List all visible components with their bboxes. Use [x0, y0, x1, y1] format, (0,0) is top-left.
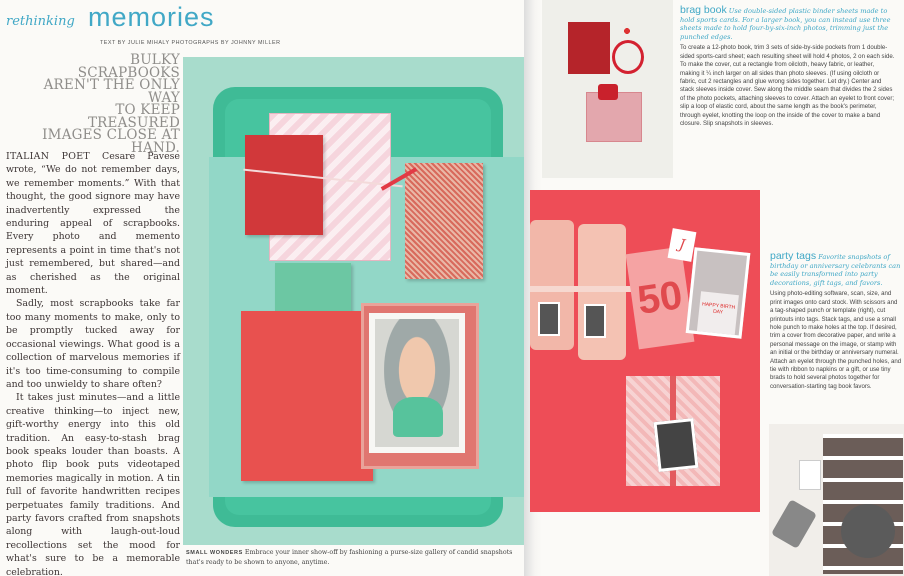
tag-punch	[841, 504, 895, 558]
deck-line: BULKY SCRAPBOOKS	[77, 52, 180, 81]
letter-tag	[668, 228, 697, 262]
section-title: party tags	[770, 250, 817, 262]
deck-line: IMAGES CLOSE AT HAND.	[42, 127, 180, 156]
deck-line: TO KEEP TREASURED	[87, 102, 180, 131]
baby-photo-image	[375, 319, 459, 447]
photo-tag	[538, 302, 560, 336]
eyelets	[620, 26, 634, 36]
deck	[30, 54, 180, 154]
header-kicker: rethinking	[6, 14, 75, 29]
party-tags-section	[770, 252, 902, 391]
section-body: To create a 12-photo book, trim 3 sets of side-by-side pockets from 1 double-sided sports-card sheet; each resulting sheet will hold 4 photos, 2 on each side. To make the cover, cut a rectangle from oilcloth, heavy fabric, or leather, making it ¼ inch larger on all sides than photo sleeves. (If using oilcloth or fabric, cut 2 rectangles and glue wrong sides together. Let dry.) Center and stack sleeves inside cover. Sew along the middle seam that divides the 2 sides of the photo pockets, attaching sleeves to cover. Attach an eyelet to front cover; slip a loop of elastic cord, about the same length as the book's perimeter, through eyelet, knotting the loop on the inside of the cover to make a band closure. Slip snapshots in sleeves.	[680, 44, 895, 128]
body-paragraph	[6, 150, 180, 297]
tag-punch-photo	[769, 424, 904, 576]
body-paragraph: Sadly, most scrapbooks take far too many moments to make, only to be promptly tucked away for occasional viewings. What good is a collection of marvelous memories if it's too time-consuming to compile and too unwieldy to share often?	[6, 298, 180, 390]
section-body: Using photo-editing software, scan, size, and print images onto card stock. With scissors and a tag-shaped punch or template (right), cut printouts into tags. Stack tags, and use a small hole punch to make holes at the top. If desired, trim a cover from decorative paper, and write a personal message on the image, or stamp with an initial or the birthday or anniversary numeral. Attach an eyelet through the punched holes, and tie with ribbon to napkins or a gift, or use tiny brads to hold several photos together for conversation-starting tag book favors.	[770, 290, 902, 390]
body-paragraph: It takes just minutes—and a little creative thinking—to inject new, gift-worthy energy into this old tradition. An easy-to-stash brag book speaks louder than boasts. A photo flip book puts videotaped memories magically in motion. A tin full of favorite handwritten recipes perpetuates family traditions. And party favors crafted from snapshots along with laugh-out-loud recollections set the mood for what's sure to be a memorable celebration.	[6, 392, 180, 576]
spool	[598, 84, 618, 100]
tweed-book	[405, 163, 483, 279]
brag-book-section	[680, 6, 895, 128]
coral-book	[241, 311, 373, 481]
page-header	[6, 4, 256, 38]
main-photo	[183, 57, 524, 545]
photo-caption	[186, 548, 516, 567]
tag-number: 50	[634, 272, 686, 323]
boy-photo	[686, 247, 751, 338]
photo-tag	[584, 304, 606, 338]
deck-line: AREN'T THE ONLY WAY	[43, 77, 180, 106]
article-body	[6, 150, 180, 576]
brag-book-photo	[542, 0, 673, 178]
napkin-right	[578, 224, 626, 360]
section-title: brag book	[680, 4, 727, 16]
brag-book-cover	[568, 22, 610, 74]
party-tags-photo	[530, 190, 760, 512]
caption-text: Embrace your inner show-off by fashioning a purse-size gallery of candid snapshots that's ready to be shown to anyone, anytime.	[186, 549, 513, 566]
red-book	[245, 135, 323, 235]
header-title: memories	[88, 2, 215, 32]
elastic-loop	[612, 40, 644, 74]
bib	[393, 397, 443, 437]
lead-in: ITALIAN POET	[6, 151, 90, 162]
paragraph-text: Cesare Pavese wrote, “We do not remember days, we remember moments.” With that thought, the good signore may have inadvertently expressed the enduring appeal of scrapbooks. Every photo and memento represents a point in time that's not just remembered, but shared—and as cherished as the original moment.	[6, 151, 180, 297]
hole-punch	[771, 499, 817, 549]
baby-photo	[369, 313, 465, 453]
ribbon-band	[530, 286, 640, 292]
number-tag	[626, 247, 695, 350]
paper-tag	[799, 460, 821, 490]
byline: TEXT BY JULIE MIHALY PHOTOGRAPHS BY JOHNNY MILLER	[100, 40, 281, 46]
section-intro: Use double-sided plastic binder sheets made to hold sports cards. For a larger book, you can instead use three sheets made to hold four-by-six-inch photos, trimming just the punched edges.	[680, 7, 891, 41]
boy-shirt: HAPPY BIRTH DAY	[697, 291, 739, 335]
gift-photo-tag	[653, 418, 698, 472]
tag-letter: J	[677, 236, 687, 254]
section-intro: Favorite snapshots of birthday or anniversary celebrants can be easily transformed into party decorations, gift tags, and favors.	[770, 253, 901, 287]
caption-label: SMALL WONDERS	[186, 550, 243, 556]
